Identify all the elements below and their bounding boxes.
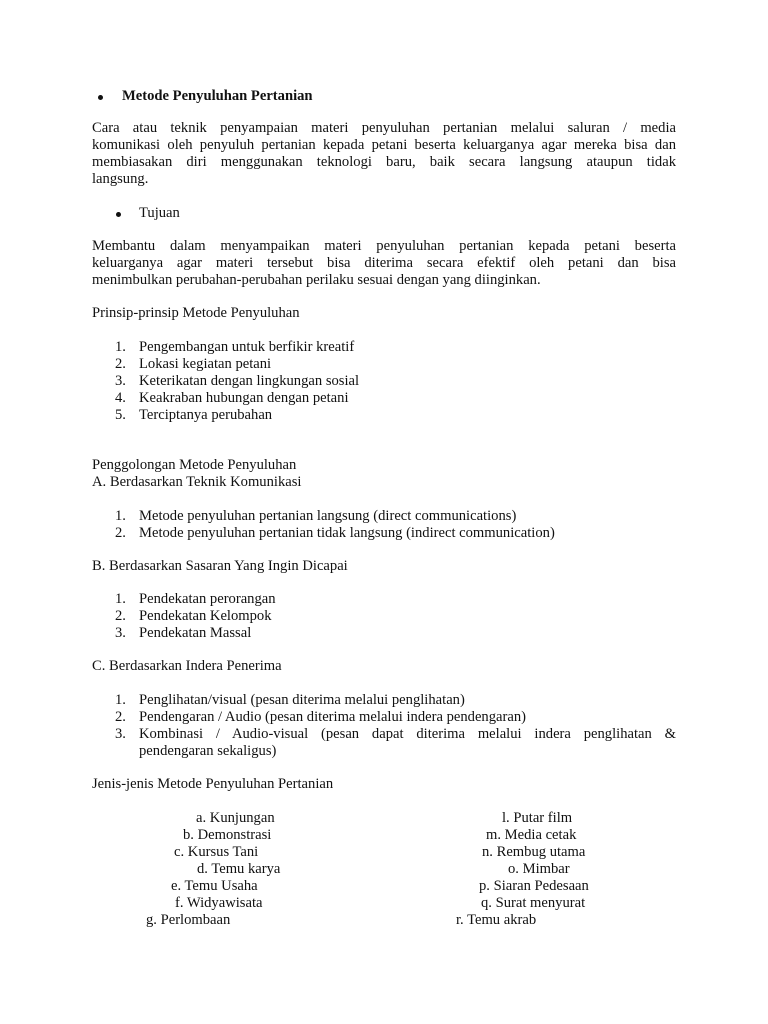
list-number: 2.	[115, 709, 126, 725]
paragraph-line: langsung.	[92, 171, 149, 187]
list-item-text: Pengembangan untuk berfikir kreatif	[139, 339, 355, 355]
list-item-text: Keterikatan dengan lingkungan sosial	[139, 373, 360, 389]
list-number: 2.	[115, 356, 126, 372]
section-heading: Metode Penyuluhan Pertanian	[122, 88, 313, 104]
list-item-text: Keakraban hubungan dengan petani	[139, 390, 349, 406]
jenis-item: f. Widyawisata	[175, 895, 263, 911]
jenis-item: q. Surat menyurat	[481, 895, 586, 911]
bullet-icon	[98, 95, 103, 100]
paragraph-line: Membantu dalam menyampaikan materi penyuluhan pertanian kepada petani beserta	[92, 238, 676, 254]
list-item-text: Pendekatan Kelompok	[139, 608, 272, 624]
jenis-item: m. Media cetak	[486, 827, 577, 843]
jenis-item: a. Kunjungan	[196, 810, 275, 826]
list-item-text: Pendekatan perorangan	[139, 591, 276, 607]
list-item-text: Metode penyuluhan pertanian langsung (direct communications)	[139, 508, 517, 524]
paragraph-line: membiasakan diri menggunakan teknologi baru, baik secara langsung ataupun tidak	[92, 154, 676, 170]
paragraph-line: Cara atau teknik penyampaian materi penyuluhan pertanian melalui saluran / media	[92, 120, 676, 136]
list-number: 1.	[115, 591, 126, 607]
list-number: 3.	[115, 373, 126, 389]
list-number: 3.	[115, 726, 126, 742]
list-number: 1.	[115, 508, 126, 524]
list-number: 2.	[115, 608, 126, 624]
jenis-title: Jenis-jenis Metode Penyuluhan Pertanian	[92, 776, 334, 792]
bullet-icon	[116, 212, 121, 217]
section-a-title: A. Berdasarkan Teknik Komunikasi	[92, 474, 302, 490]
list-number: 5.	[115, 407, 126, 423]
jenis-item: o. Mimbar	[508, 861, 570, 877]
jenis-item: d. Temu karya	[197, 861, 281, 877]
paragraph-line: menimbulkan perubahan-perubahan perilaku sesuai dengan yang diinginkan.	[92, 272, 541, 288]
jenis-item: c. Kursus Tani	[174, 844, 259, 860]
list-number: 3.	[115, 625, 126, 641]
jenis-item: p. Siaran Pedesaan	[479, 878, 589, 894]
jenis-item: b. Demonstrasi	[183, 827, 272, 843]
list-item-text: Terciptanya perubahan	[139, 407, 273, 423]
list-item-text: Metode penyuluhan pertanian tidak langsung (indirect communication)	[139, 525, 555, 541]
prinsip-title: Prinsip-prinsip Metode Penyuluhan	[92, 305, 300, 321]
tujuan-label: Tujuan	[139, 205, 180, 221]
list-item-text: Kombinasi / Audio-visual (pesan dapat diterima melalui indera penglihatan &	[139, 726, 676, 742]
list-item-text: Pendengaran / Audio (pesan diterima melalui indera pendengaran)	[139, 709, 526, 725]
section-b-title: B. Berdasarkan Sasaran Yang Ingin Dicapai	[92, 558, 348, 574]
list-item-text: Lokasi kegiatan petani	[139, 356, 272, 372]
list-number: 1.	[115, 692, 126, 708]
jenis-item: l. Putar film	[502, 810, 573, 826]
list-number: 2.	[115, 525, 126, 541]
jenis-item: r. Temu akrab	[456, 912, 537, 928]
jenis-item: e. Temu Usaha	[171, 878, 258, 894]
penggolongan-title: Penggolongan Metode Penyuluhan	[92, 457, 297, 473]
list-item-text: Penglihatan/visual (pesan diterima melalui penglihatan)	[139, 692, 465, 708]
section-c-title: C. Berdasarkan Indera Penerima	[92, 658, 282, 674]
paragraph-line: komunikasi oleh penyuluh pertanian kepada petani beserta keluarganya agar mereka bisa dan	[92, 137, 676, 153]
list-number: 1.	[115, 339, 126, 355]
list-number: 4.	[115, 390, 126, 406]
jenis-item: g. Perlombaan	[146, 912, 231, 928]
paragraph-line: keluarganya agar materi tersebut bisa diterima secara efektif oleh petani dan bisa	[92, 255, 676, 271]
list-item-text: pendengaran sekaligus)	[139, 743, 277, 759]
jenis-item: n. Rembug utama	[482, 844, 586, 860]
list-item-text: Pendekatan Massal	[139, 625, 252, 641]
